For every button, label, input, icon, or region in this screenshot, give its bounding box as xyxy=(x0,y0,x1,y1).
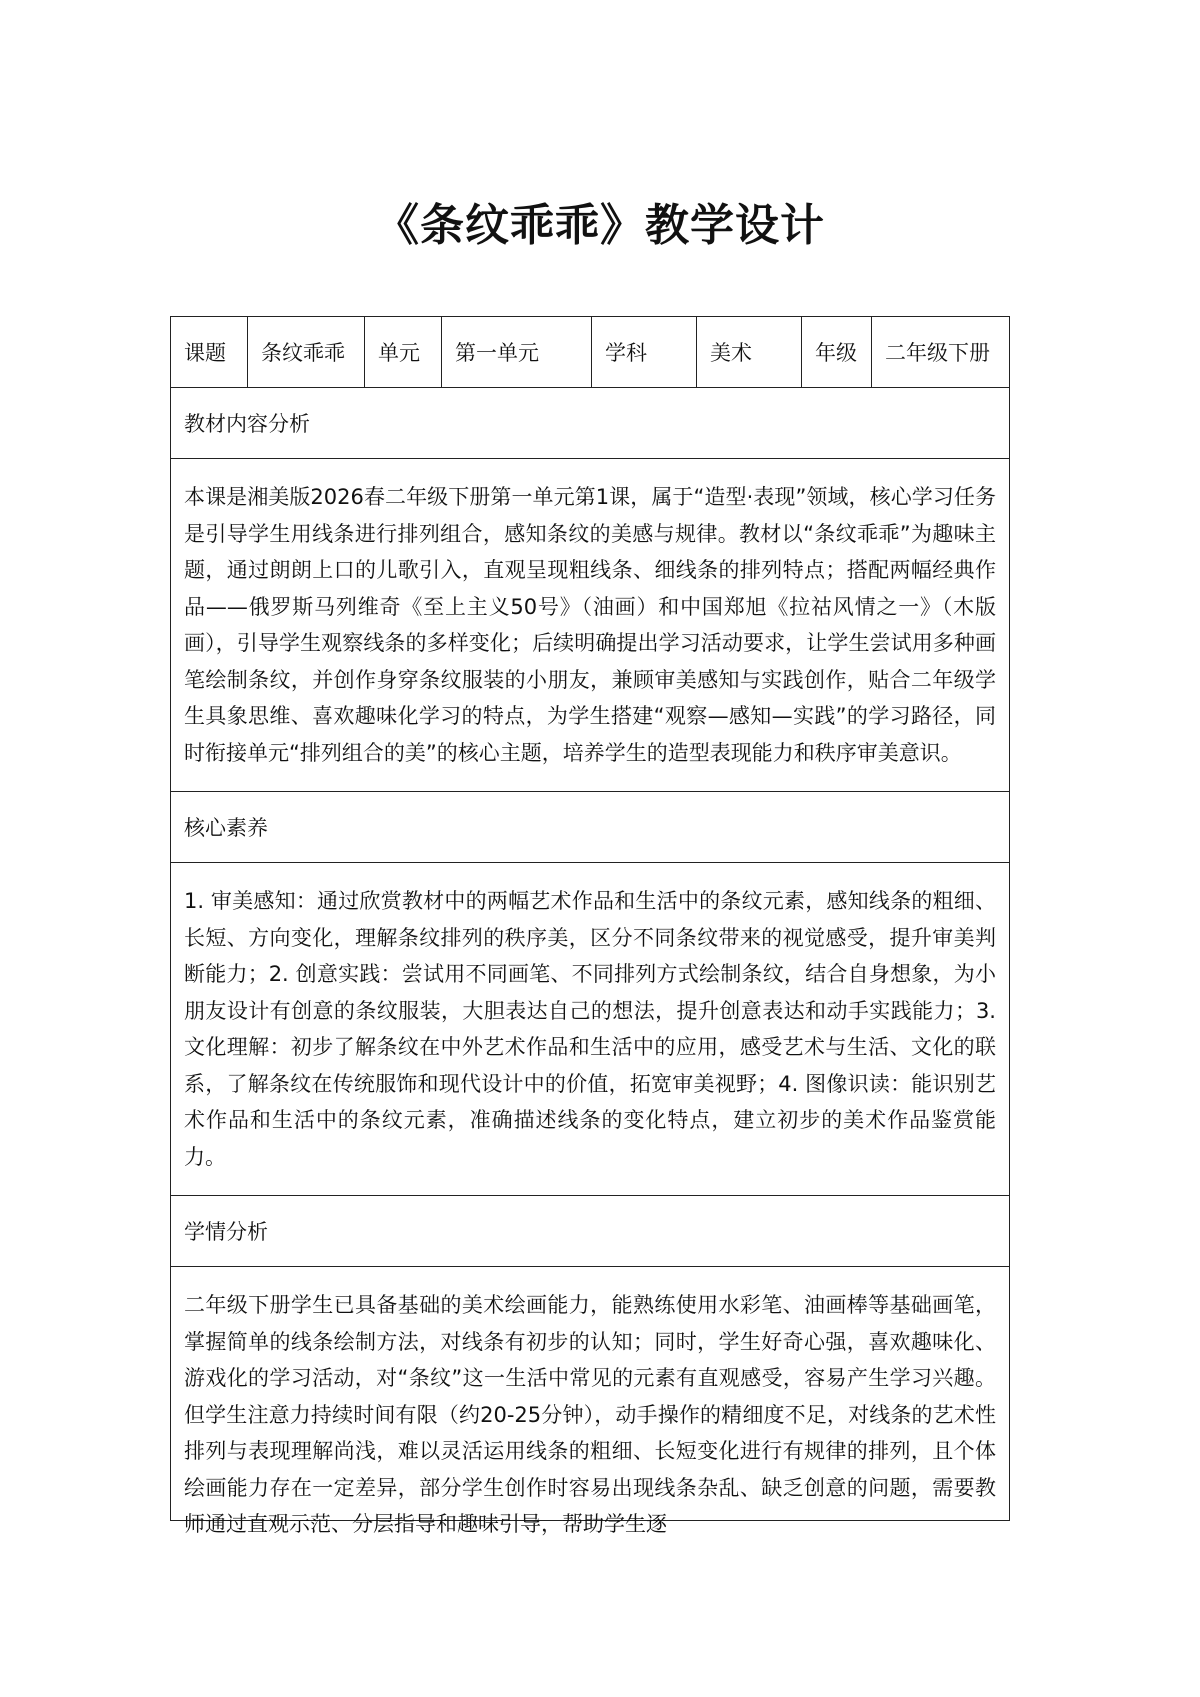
section-heading-row xyxy=(171,792,1010,863)
section-heading-material-analysis: 教材内容分析 xyxy=(171,388,1010,459)
section-body-row xyxy=(171,863,1010,1196)
lesson-design-table xyxy=(170,316,1010,1536)
section-body-clip xyxy=(184,1287,996,1536)
info-row xyxy=(171,317,1010,388)
topic-label: 课题 xyxy=(171,317,248,388)
section-heading-row xyxy=(171,388,1010,459)
subject-label: 学科 xyxy=(592,317,697,388)
section-heading-learner-analysis: 学情分析 xyxy=(171,1196,1010,1267)
section-body-row xyxy=(171,1267,1010,1521)
section-body-learner-analysis: 二年级下册学生已具备基础的美术绘画能力，能熟练使用水彩笔、油画棒等基础画笔，掌握简单的线条绘制方法，对线条有初步的认知；同时，学生好奇心强，喜欢趣味化、游戏化的学习活动，对“条纹”这一生活中常见的元素有直观感受，容易产生学习兴趣。但学生注意力持续时间有限（约20-25分钟），动手操作的精细度不足，对线条的艺术性排列与表现理解尚浅，难以灵活运用线条的粗细、长短变化进行有规律的排列，且个体绘画能力存在一定差异，部分学生创作时容易出现线条杂乱、缺乏创意的问题，需要教师通过直观示范、分层指导和趣味引导，帮助学生逐 xyxy=(184,1293,996,1536)
section-body-row xyxy=(171,459,1010,792)
topic-value: 条纹乖乖 xyxy=(248,317,365,388)
grade-label: 年级 xyxy=(802,317,872,388)
document-title: 《条纹乖乖》教学设计 xyxy=(375,200,825,251)
section-heading-row xyxy=(171,1196,1010,1267)
unit-value: 第一单元 xyxy=(442,317,592,388)
grade-value: 二年级下册 xyxy=(872,317,1010,388)
section-body-core-literacy: 1. 审美感知：通过欣赏教材中的两幅艺术作品和生活中的条纹元素，感知线条的粗细、长短、方向变化，理解条纹排列的秩序美，区分不同条纹带来的视觉感受，提升审美判断能力；2. 创意实践：尝试用不同画笔、不同排列方式绘制条纹，结合自身想象，为小朋友设计有创意的条纹服装，大胆表达自己的想法，提升创意表达和动手实践能力；3. 文化理解：初步了解条纹在中外艺术作品和生活中的应用，感受艺术与生活、文化的联系，了解条纹在传统服饰和现代设计中的价值，拓宽审美视野；4. 图像识读：能识别艺术作品和生活中的条纹元素，准确描述线条的变化特点，建立初步的美术作品鉴赏能力。 xyxy=(184,889,996,1169)
unit-label: 单元 xyxy=(365,317,442,388)
section-body-material-analysis: 本课是湘美版2026春二年级下册第一单元第1课，属于“造型·表现”领域，核心学习任务是引导学生用线条进行排列组合，感知条纹的美感与规律。教材以“条纹乖乖”为趣味主题，通过朗朗上口的儿歌引入，直观呈现粗线条、细线条的排列特点；搭配两幅经典作品——俄罗斯马列维奇《至上主义50号》（油画）和中国郑旭《拉祜风情之一》（木版画），引导学生观察线条的多样变化；后续明确提出学习活动要求，让学生尝试用多种画笔绘制条纹，并创作身穿条纹服装的小朋友，兼顾审美感知与实践创作，贴合二年级学生具象思维、喜欢趣味化学习的特点，为学生搭建“观察—感知—实践”的学习路径，同时衔接单元“排列组合的美”的核心主题，培养学生的造型表现能力和秩序审美意识。 xyxy=(184,485,996,765)
section-heading-core-literacy: 核心素养 xyxy=(171,792,1010,863)
subject-value: 美术 xyxy=(697,317,802,388)
